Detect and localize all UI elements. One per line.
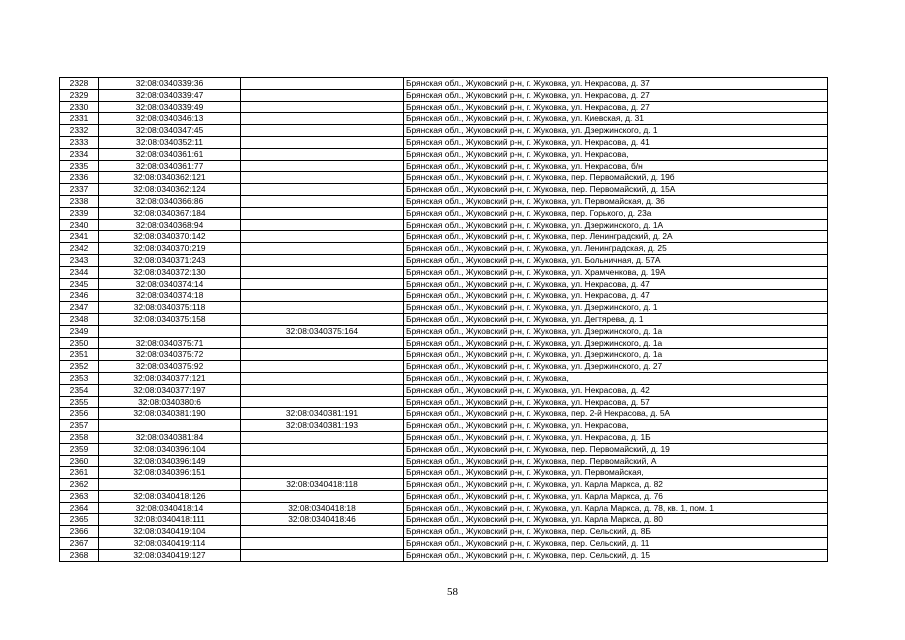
row-number-cell: 2362 xyxy=(60,479,99,491)
address-cell: Брянская обл., Жуковский р-н, г. Жуковка, пер. Сельский, д. 8Б xyxy=(404,526,828,538)
table-row xyxy=(60,455,828,467)
related-cadastral-number-cell: 32:08:0340381:191 xyxy=(241,408,404,420)
address-cell: Брянская обл., Жуковский р-н, г. Жуковка, ул. Дзержинского, д. 1а xyxy=(404,325,828,337)
related-cadastral-number-cell xyxy=(241,195,404,207)
related-cadastral-number-cell xyxy=(241,361,404,373)
table-row xyxy=(60,172,828,184)
related-cadastral-number-cell xyxy=(241,526,404,538)
address-cell: Брянская обл., Жуковский р-н, г. Жуковка, ул. Некрасова, д. 47 xyxy=(404,278,828,290)
table-row xyxy=(60,266,828,278)
related-cadastral-number-cell xyxy=(241,490,404,502)
row-number-cell: 2359 xyxy=(60,443,99,455)
address-cell: Брянская обл., Жуковский р-н, г. Жуковка, ул. Дегтярева, д. 1 xyxy=(404,313,828,325)
cadastral-number-cell: 32:08:0340375:92 xyxy=(99,361,241,373)
cadastral-number-cell: 32:08:0340374:14 xyxy=(99,278,241,290)
address-cell: Брянская обл., Жуковский р-н, г. Жуковка, пер. Первомайский, А xyxy=(404,455,828,467)
table-row xyxy=(60,479,828,491)
table-row xyxy=(60,396,828,408)
row-number-cell: 2352 xyxy=(60,361,99,373)
row-number-cell: 2337 xyxy=(60,184,99,196)
table-row xyxy=(60,195,828,207)
table-row xyxy=(60,207,828,219)
address-cell: Брянская обл., Жуковский р-н, г. Жуковка, ул. Дзержинского, д. 1А xyxy=(404,219,828,231)
address-cell: Брянская обл., Жуковский р-н, г. Жуковка, ул. Некрасова, д. 47 xyxy=(404,290,828,302)
related-cadastral-number-cell xyxy=(241,549,404,561)
row-number-cell: 2338 xyxy=(60,195,99,207)
cadastral-number-cell xyxy=(99,479,241,491)
row-number-cell: 2360 xyxy=(60,455,99,467)
cadastral-number-cell xyxy=(99,420,241,432)
row-number-cell: 2345 xyxy=(60,278,99,290)
address-cell: Брянская обл., Жуковский р-н, г. Жуковка, ул. Дзержинского, д. 1 xyxy=(404,125,828,137)
table-row xyxy=(60,538,828,550)
address-cell: Брянская обл., Жуковский р-н, г. Жуковка, ул. Карла Маркса, д. 76 xyxy=(404,490,828,502)
table-row xyxy=(60,372,828,384)
related-cadastral-number-cell xyxy=(241,290,404,302)
related-cadastral-number-cell xyxy=(241,243,404,255)
cadastral-number-cell: 32:08:0340377:121 xyxy=(99,372,241,384)
row-number-cell: 2340 xyxy=(60,219,99,231)
address-cell: Брянская обл., Жуковский р-н, г. Жуковка, ул. Некрасова, д. 57 xyxy=(404,396,828,408)
table-row xyxy=(60,125,828,137)
related-cadastral-number-cell xyxy=(241,384,404,396)
row-number-cell: 2343 xyxy=(60,254,99,266)
related-cadastral-number-cell xyxy=(241,313,404,325)
row-number-cell: 2357 xyxy=(60,420,99,432)
row-number-cell: 2354 xyxy=(60,384,99,396)
table-row xyxy=(60,278,828,290)
cadastral-number-cell: 32:08:0340339:36 xyxy=(99,78,241,90)
row-number-cell: 2329 xyxy=(60,89,99,101)
cadastral-number-cell: 32:08:0340367:184 xyxy=(99,207,241,219)
cadastral-number-cell: 32:08:0340418:111 xyxy=(99,514,241,526)
table-row xyxy=(60,231,828,243)
table-row xyxy=(60,148,828,160)
row-number-cell: 2356 xyxy=(60,408,99,420)
cadastral-number-cell: 32:08:0340371:243 xyxy=(99,254,241,266)
related-cadastral-number-cell xyxy=(241,372,404,384)
row-number-cell: 2366 xyxy=(60,526,99,538)
row-number-cell: 2339 xyxy=(60,207,99,219)
cadastral-number-cell: 32:08:0340361:77 xyxy=(99,160,241,172)
row-number-cell: 2330 xyxy=(60,101,99,113)
row-number-cell: 2353 xyxy=(60,372,99,384)
cadastral-number-cell: 32:08:0340375:158 xyxy=(99,313,241,325)
cadastral-number-cell: 32:08:0340375:118 xyxy=(99,302,241,314)
row-number-cell: 2350 xyxy=(60,337,99,349)
related-cadastral-number-cell: 32:08:0340418:46 xyxy=(241,514,404,526)
row-number-cell: 2347 xyxy=(60,302,99,314)
row-number-cell: 2358 xyxy=(60,431,99,443)
row-number-cell: 2336 xyxy=(60,172,99,184)
cadastral-number-cell: 32:08:0340381:190 xyxy=(99,408,241,420)
address-cell: Брянская обл., Жуковский р-н, г. Жуковка, пер. Сельский, д. 15 xyxy=(404,549,828,561)
registry-table xyxy=(59,77,828,562)
cadastral-number-cell: 32:08:0340419:127 xyxy=(99,549,241,561)
row-number-cell: 2328 xyxy=(60,78,99,90)
table-row xyxy=(60,337,828,349)
cadastral-number-cell: 32:08:0340375:71 xyxy=(99,337,241,349)
address-cell: Брянская обл., Жуковский р-н, г. Жуковка, пер. Первомайский, д. 19 xyxy=(404,443,828,455)
address-cell: Брянская обл., Жуковский р-н, г. Жуковка, ул. Некрасова, д. 27 xyxy=(404,89,828,101)
address-cell: Брянская обл., Жуковский р-н, г. Жуковка, xyxy=(404,372,828,384)
row-number-cell: 2335 xyxy=(60,160,99,172)
related-cadastral-number-cell xyxy=(241,396,404,408)
row-number-cell: 2342 xyxy=(60,243,99,255)
table-row xyxy=(60,325,828,337)
table-row xyxy=(60,431,828,443)
address-cell: Брянская обл., Жуковский р-н, г. Жуковка, пер. Сельский, д. 11 xyxy=(404,538,828,550)
row-number-cell: 2368 xyxy=(60,549,99,561)
address-cell: Брянская обл., Жуковский р-н, г. Жуковка, ул. Карла Маркса, д. 82 xyxy=(404,479,828,491)
table-row xyxy=(60,408,828,420)
address-cell: Брянская обл., Жуковский р-н, г. Жуковка, ул. Дзержинского, д. 1 xyxy=(404,302,828,314)
row-number-cell: 2346 xyxy=(60,290,99,302)
cadastral-number-cell: 32:08:0340375:72 xyxy=(99,349,241,361)
related-cadastral-number-cell xyxy=(241,101,404,113)
row-number-cell: 2348 xyxy=(60,313,99,325)
address-cell: Брянская обл., Жуковский р-н, г. Жуковка, ул. Некрасова, д. 42 xyxy=(404,384,828,396)
table-row xyxy=(60,384,828,396)
related-cadastral-number-cell xyxy=(241,207,404,219)
table-row xyxy=(60,184,828,196)
related-cadastral-number-cell xyxy=(241,78,404,90)
address-cell: Брянская обл., Жуковский р-н, г. Жуковка, ул. Первомайская, д. 36 xyxy=(404,195,828,207)
related-cadastral-number-cell xyxy=(241,349,404,361)
cadastral-number-cell: 32:08:0340370:219 xyxy=(99,243,241,255)
row-number-cell: 2333 xyxy=(60,136,99,148)
cadastral-number-cell: 32:08:0340381:84 xyxy=(99,431,241,443)
related-cadastral-number-cell xyxy=(241,302,404,314)
table-row xyxy=(60,302,828,314)
cadastral-number-cell: 32:08:0340396:151 xyxy=(99,467,241,479)
document-page xyxy=(59,77,828,562)
address-cell: Брянская обл., Жуковский р-н, г. Жуковка, ул. Карла Маркса, д. 80 xyxy=(404,514,828,526)
address-cell: Брянская обл., Жуковский р-н, г. Жуковка, пер. 2-й Некрасова, д. 5А xyxy=(404,408,828,420)
row-number-cell: 2351 xyxy=(60,349,99,361)
cadastral-number-cell: 32:08:0340339:47 xyxy=(99,89,241,101)
address-cell: Брянская обл., Жуковский р-н, г. Жуковка, ул. Некрасова, xyxy=(404,148,828,160)
table-row xyxy=(60,254,828,266)
cadastral-number-cell: 32:08:0340372:130 xyxy=(99,266,241,278)
cadastral-number-cell: 32:08:0340339:49 xyxy=(99,101,241,113)
cadastral-number-cell: 32:08:0340377:197 xyxy=(99,384,241,396)
cadastral-number-cell: 32:08:0340419:114 xyxy=(99,538,241,550)
address-cell: Брянская обл., Жуковский р-н, г. Жуковка, ул. Некрасова, д. 1Б xyxy=(404,431,828,443)
table-row xyxy=(60,290,828,302)
related-cadastral-number-cell xyxy=(241,89,404,101)
address-cell: Брянская обл., Жуковский р-н, г. Жуковка, пер. Первомайский, д. 15А xyxy=(404,184,828,196)
related-cadastral-number-cell xyxy=(241,172,404,184)
registry-table-body xyxy=(60,78,828,562)
address-cell: Брянская обл., Жуковский р-н, г. Жуковка, ул. Некрасова, xyxy=(404,420,828,432)
table-row xyxy=(60,136,828,148)
table-row xyxy=(60,526,828,538)
related-cadastral-number-cell: 32:08:0340418:18 xyxy=(241,502,404,514)
address-cell: Брянская обл., Жуковский р-н, г. Жуковка, ул. Дзержинского, д. 1а xyxy=(404,337,828,349)
cadastral-number-cell xyxy=(99,325,241,337)
address-cell: Брянская обл., Жуковский р-н, г. Жуковка, ул. Ленинградская, д. 25 xyxy=(404,243,828,255)
cadastral-number-cell: 32:08:0340352:11 xyxy=(99,136,241,148)
address-cell: Брянская обл., Жуковский р-н, г. Жуковка, ул. Карла Маркса, д. 78, кв. 1, пом. 1 xyxy=(404,502,828,514)
table-row xyxy=(60,349,828,361)
row-number-cell: 2361 xyxy=(60,467,99,479)
address-cell: Брянская обл., Жуковский р-н, г. Жуковка, ул. Киевская, д. 31 xyxy=(404,113,828,125)
address-cell: Брянская обл., Жуковский р-н, г. Жуковка, ул. Храмченкова, д. 19А xyxy=(404,266,828,278)
related-cadastral-number-cell: 32:08:0340375:164 xyxy=(241,325,404,337)
table-row xyxy=(60,502,828,514)
cadastral-number-cell: 32:08:0340368:94 xyxy=(99,219,241,231)
table-row xyxy=(60,467,828,479)
table-row xyxy=(60,549,828,561)
related-cadastral-number-cell xyxy=(241,266,404,278)
cadastral-number-cell: 32:08:0340362:124 xyxy=(99,184,241,196)
cadastral-number-cell: 32:08:0340374:18 xyxy=(99,290,241,302)
row-number-cell: 2364 xyxy=(60,502,99,514)
related-cadastral-number-cell xyxy=(241,113,404,125)
table-row xyxy=(60,78,828,90)
table-row xyxy=(60,101,828,113)
row-number-cell: 2334 xyxy=(60,148,99,160)
related-cadastral-number-cell xyxy=(241,538,404,550)
row-number-cell: 2349 xyxy=(60,325,99,337)
related-cadastral-number-cell: 32:08:0340418:118 xyxy=(241,479,404,491)
table-row xyxy=(60,160,828,172)
table-row xyxy=(60,420,828,432)
cadastral-number-cell: 32:08:0340396:104 xyxy=(99,443,241,455)
related-cadastral-number-cell: 32:08:0340381:193 xyxy=(241,420,404,432)
cadastral-number-cell: 32:08:0340418:126 xyxy=(99,490,241,502)
address-cell: Брянская обл., Жуковский р-н, г. Жуковка, пер. Первомайский, д. 19б xyxy=(404,172,828,184)
related-cadastral-number-cell xyxy=(241,231,404,243)
related-cadastral-number-cell xyxy=(241,184,404,196)
related-cadastral-number-cell xyxy=(241,455,404,467)
cadastral-number-cell: 32:08:0340396:149 xyxy=(99,455,241,467)
related-cadastral-number-cell xyxy=(241,443,404,455)
address-cell: Брянская обл., Жуковский р-н, г. Жуковка, ул. Больничная, д. 57А xyxy=(404,254,828,266)
cadastral-number-cell: 32:08:0340418:14 xyxy=(99,502,241,514)
table-row xyxy=(60,443,828,455)
row-number-cell: 2363 xyxy=(60,490,99,502)
row-number-cell: 2331 xyxy=(60,113,99,125)
related-cadastral-number-cell xyxy=(241,160,404,172)
table-row xyxy=(60,243,828,255)
related-cadastral-number-cell xyxy=(241,278,404,290)
address-cell: Брянская обл., Жуковский р-н, г. Жуковка, ул. Некрасова, б/н xyxy=(404,160,828,172)
row-number-cell: 2341 xyxy=(60,231,99,243)
page-number: 58 xyxy=(447,586,458,598)
related-cadastral-number-cell xyxy=(241,125,404,137)
address-cell: Брянская обл., Жуковский р-н, г. Жуковка, ул. Некрасова, д. 37 xyxy=(404,78,828,90)
address-cell: Брянская обл., Жуковский р-н, г. Жуковка, ул. Первомайская, xyxy=(404,467,828,479)
related-cadastral-number-cell xyxy=(241,136,404,148)
cadastral-number-cell: 32:08:0340346:13 xyxy=(99,113,241,125)
row-number-cell: 2332 xyxy=(60,125,99,137)
cadastral-number-cell: 32:08:0340361:61 xyxy=(99,148,241,160)
related-cadastral-number-cell xyxy=(241,254,404,266)
table-row xyxy=(60,514,828,526)
address-cell: Брянская обл., Жуковский р-н, г. Жуковка, пер. Ленинградский, д. 2А xyxy=(404,231,828,243)
cadastral-number-cell: 32:08:0340380:6 xyxy=(99,396,241,408)
cadastral-number-cell: 32:08:0340370:142 xyxy=(99,231,241,243)
cadastral-number-cell: 32:08:0340366:86 xyxy=(99,195,241,207)
cadastral-number-cell: 32:08:0340347:45 xyxy=(99,125,241,137)
table-row xyxy=(60,89,828,101)
row-number-cell: 2365 xyxy=(60,514,99,526)
address-cell: Брянская обл., Жуковский р-н, г. Жуковка, ул. Некрасова, д. 27 xyxy=(404,101,828,113)
row-number-cell: 2355 xyxy=(60,396,99,408)
row-number-cell: 2367 xyxy=(60,538,99,550)
related-cadastral-number-cell xyxy=(241,431,404,443)
table-row xyxy=(60,313,828,325)
cadastral-number-cell: 32:08:0340362:121 xyxy=(99,172,241,184)
table-row xyxy=(60,361,828,373)
table-row xyxy=(60,113,828,125)
related-cadastral-number-cell xyxy=(241,337,404,349)
related-cadastral-number-cell xyxy=(241,148,404,160)
address-cell: Брянская обл., Жуковский р-н, г. Жуковка, пер. Горького, д. 23а xyxy=(404,207,828,219)
table-row xyxy=(60,219,828,231)
related-cadastral-number-cell xyxy=(241,467,404,479)
related-cadastral-number-cell xyxy=(241,219,404,231)
cadastral-number-cell: 32:08:0340419:104 xyxy=(99,526,241,538)
address-cell: Брянская обл., Жуковский р-н, г. Жуковка, ул. Дзержинского, д. 1а xyxy=(404,349,828,361)
address-cell: Брянская обл., Жуковский р-н, г. Жуковка, ул. Некрасова, д. 41 xyxy=(404,136,828,148)
row-number-cell: 2344 xyxy=(60,266,99,278)
table-row xyxy=(60,490,828,502)
address-cell: Брянская обл., Жуковский р-н, г. Жуковка, ул. Дзержинского, д. 27 xyxy=(404,361,828,373)
